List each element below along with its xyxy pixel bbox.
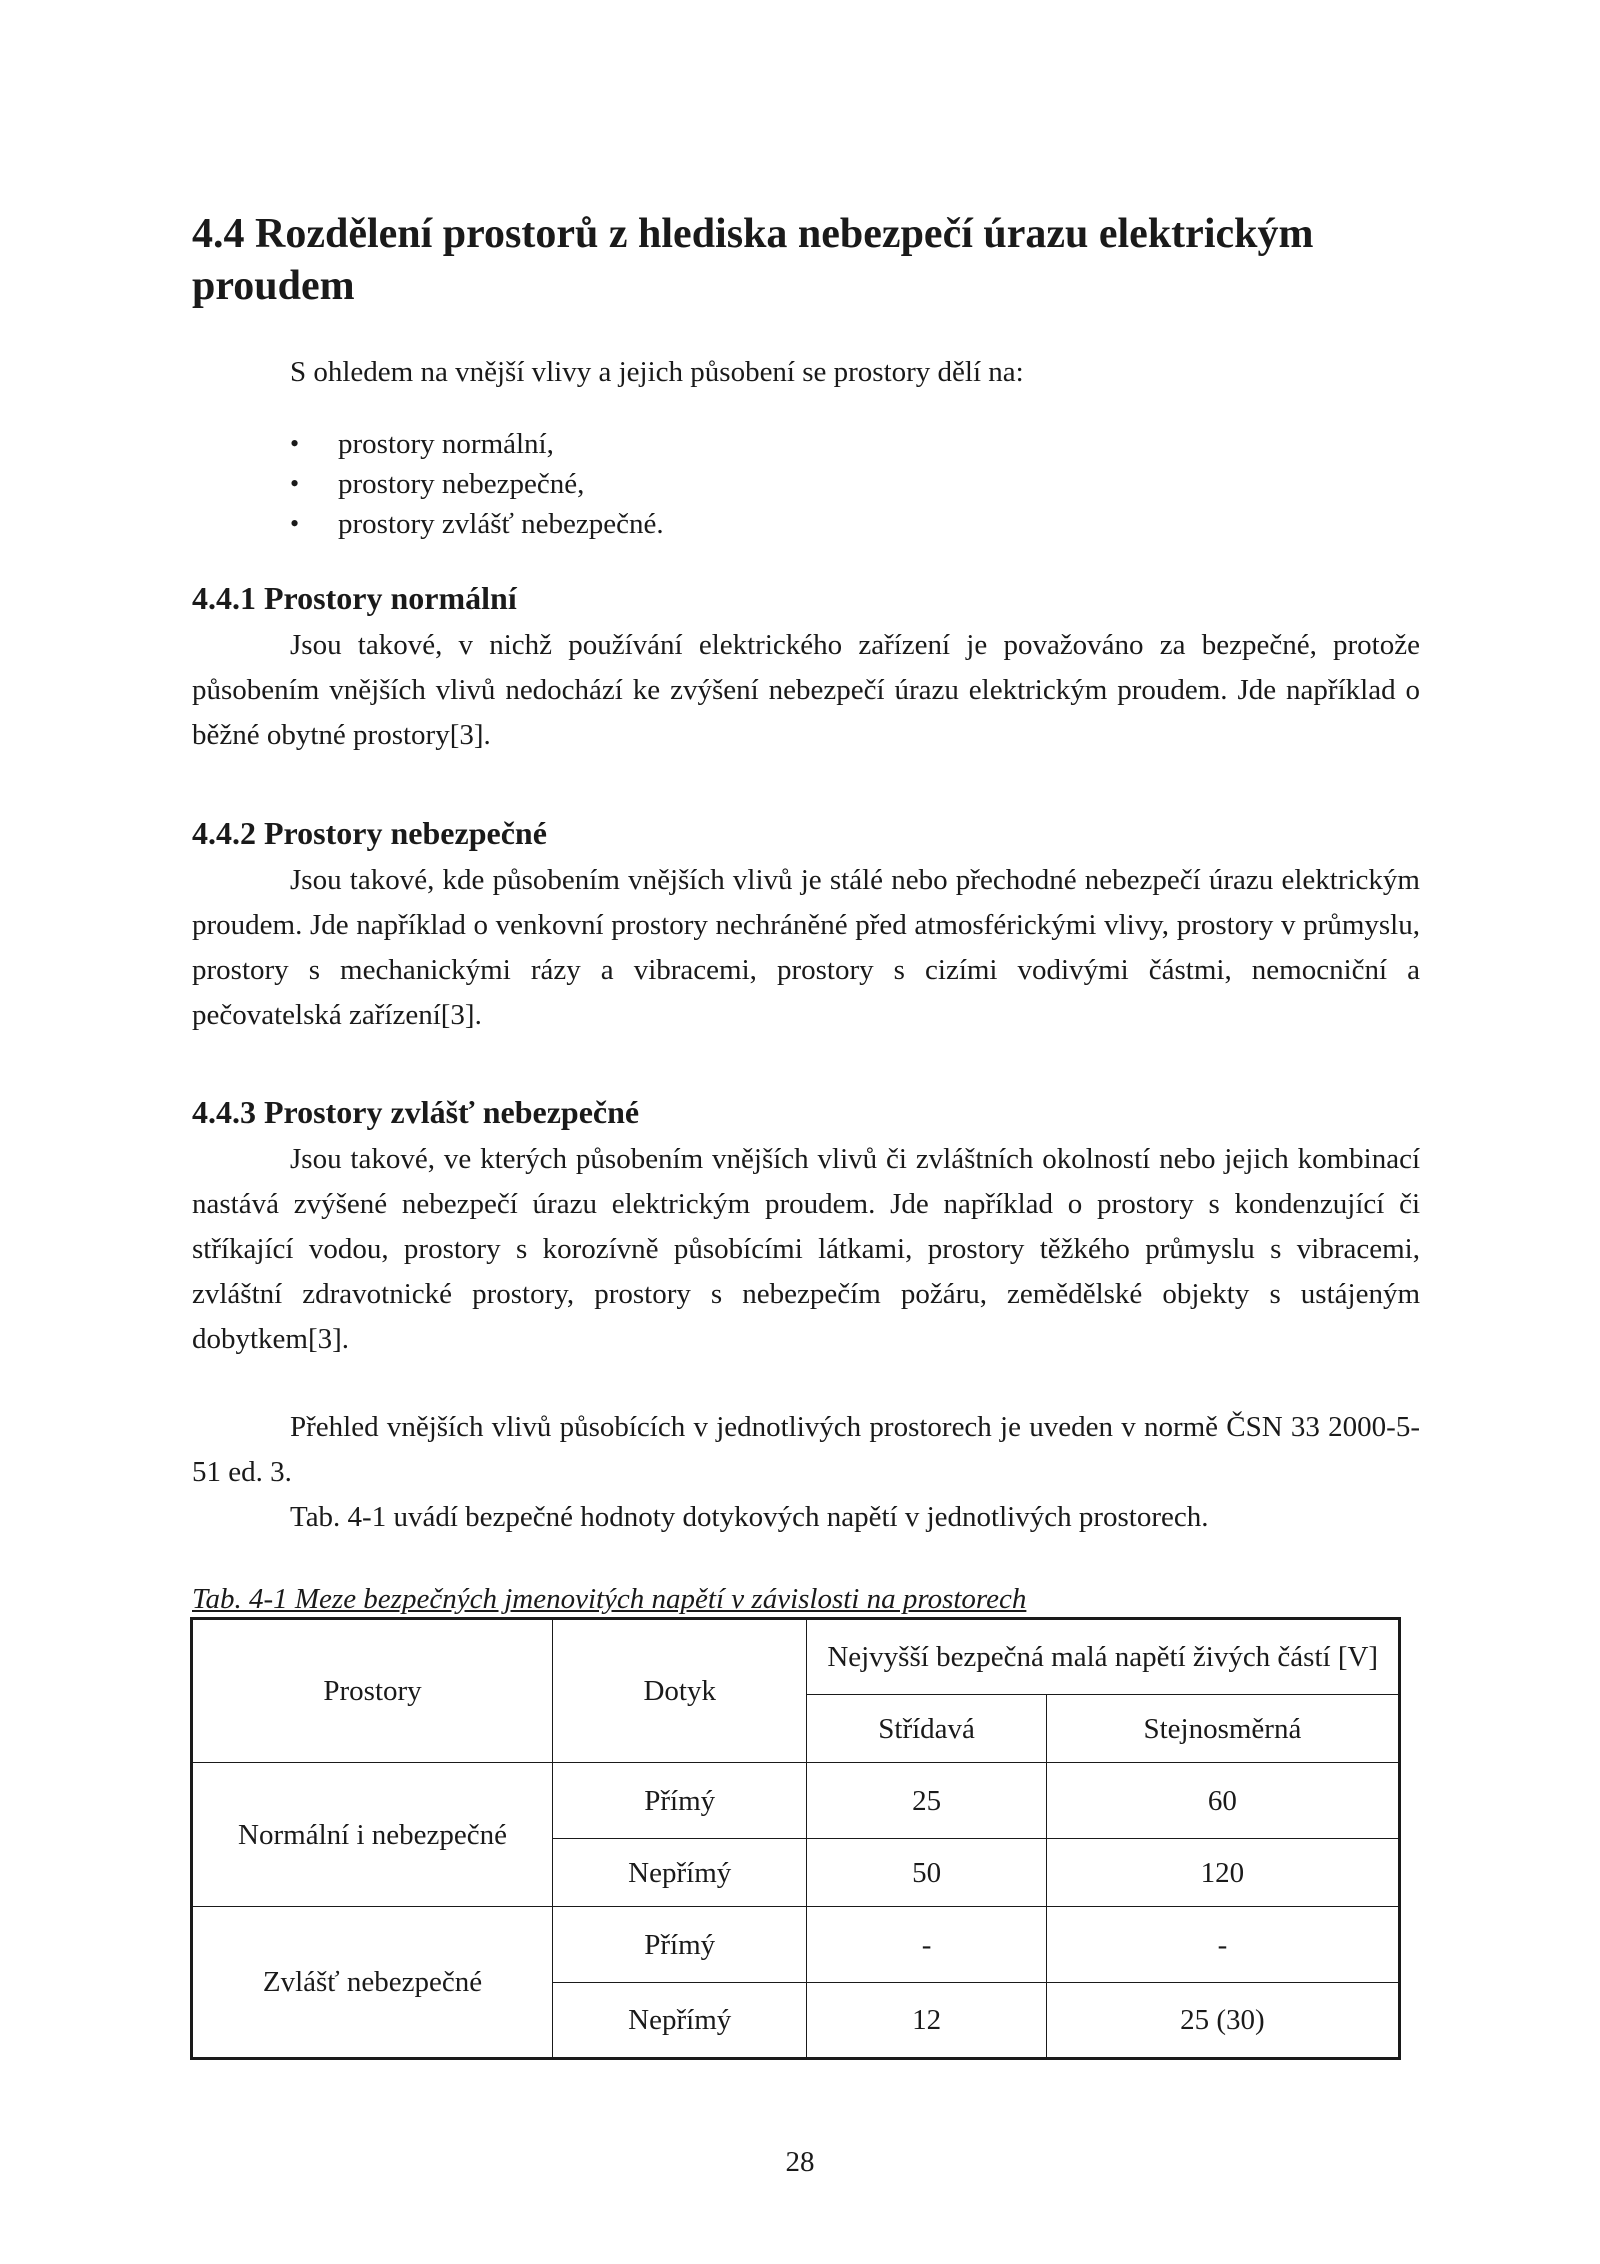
table-row [192, 1907, 1400, 1983]
list-item: • prostory normální, [290, 424, 664, 464]
subsection-heading-4-4-1: 4.4.1 Prostory normální [192, 580, 517, 616]
subsection-heading-4-4-2: 4.4.2 Prostory nebezpečné [192, 815, 547, 851]
cell-stridava: - [807, 1907, 1046, 1983]
paragraph-especially-dangerous-spaces: Jsou takové, ve kterých působením vnějších vlivů či zvláštních okolností nebo jejich kombinací nastává zvýšené nebezpečí úrazu elektrickým proudem. Jde například o prostory s kondenzující či stříkající vodou, prostory s korozívně působícími látkami, prostory těžkého průmyslu s vibracemi, zvláštní zdravotnické prostory, prostory s nebezpečím požáru, zemědělské objekty s ustájeným dobytkem[3]. [192, 1143, 1420, 1355]
cell-prostory: Zvlášť nebezpečné [192, 1907, 553, 2059]
header-stridava: Střídavá [807, 1695, 1046, 1763]
intro-paragraph: S ohledem na vnější vlivy a jejich působení se prostory dělí na: [290, 356, 1024, 388]
paragraph-table-reference: Tab. 4-1 uvádí bezpečné hodnoty dotykových napětí v jednotlivých prostorech. [290, 1501, 1209, 1533]
cell-stridava: 25 [807, 1763, 1046, 1839]
table-header-row [192, 1619, 1400, 1695]
cell-dotyk: Nepřímý [553, 1983, 807, 2059]
voltage-limits-table [190, 1617, 1401, 2060]
paragraph-normal-spaces: Jsou takové, v nichž používání elektrického zařízení je považováno za bezpečné, protože působením vnějších vlivů nedochází ke zvýšení nebezpečí úrazu elektrickým proudem. Jde například o běžné obytné prostory[3]. [192, 629, 1420, 751]
space-types-list [290, 424, 664, 544]
paragraph-dangerous-spaces: Jsou takové, kde působením vnějších vlivů je stálé nebo přechodné nebezpečí úrazu elektrickým proudem. Jde například o venkovní prostory nechráněné před atmosférickými vlivy, prostory v průmyslu, prostory s mechanickými rázy a vibracemi, prostory s cizími vodivými částmi, nemocniční a pečovatelská zařízení[3]. [192, 864, 1420, 1031]
cell-stejnosmerna: 60 [1046, 1763, 1399, 1839]
paragraph-overview-standard: Přehled vnějších vlivů působících v jednotlivých prostorech je uveden v normě ČSN 33 2000-5-51 ed. 3. [192, 1411, 1420, 1488]
cell-stejnosmerna: 120 [1046, 1839, 1399, 1907]
header-stejnosmerna: Stejnosměrná [1046, 1695, 1399, 1763]
cell-dotyk: Přímý [553, 1763, 807, 1839]
cell-dotyk: Nepřímý [553, 1839, 807, 1907]
table-caption: Tab. 4-1 Meze bezpečných jmenovitých napětí v závislosti na prostorech [192, 1583, 1027, 1615]
list-item: • prostory zvlášť nebezpečné. [290, 504, 664, 544]
cell-prostory: Normální i nebezpečné [192, 1763, 553, 1907]
cell-stridava: 50 [807, 1839, 1046, 1907]
cell-dotyk: Přímý [553, 1907, 807, 1983]
cell-stridava: 12 [807, 1983, 1046, 2059]
header-prostory: Prostory [192, 1619, 553, 1763]
header-voltage: Nejvyšší bezpečná malá napětí živých částí [V] [807, 1619, 1400, 1695]
page-number: 28 [785, 2146, 815, 2178]
subsection-heading-4-4-3: 4.4.3 Prostory zvlášť nebezpečné [192, 1094, 640, 1130]
cell-stejnosmerna: 25 (30) [1046, 1983, 1399, 2059]
section-heading-4-4: 4.4 Rozdělení prostorů z hlediska nebezpečí úrazu elektrickým proudem [192, 211, 1314, 309]
header-dotyk: Dotyk [553, 1619, 807, 1763]
list-item: • prostory nebezpečné, [290, 464, 664, 504]
table-row [192, 1763, 1400, 1839]
cell-stejnosmerna: - [1046, 1907, 1399, 1983]
